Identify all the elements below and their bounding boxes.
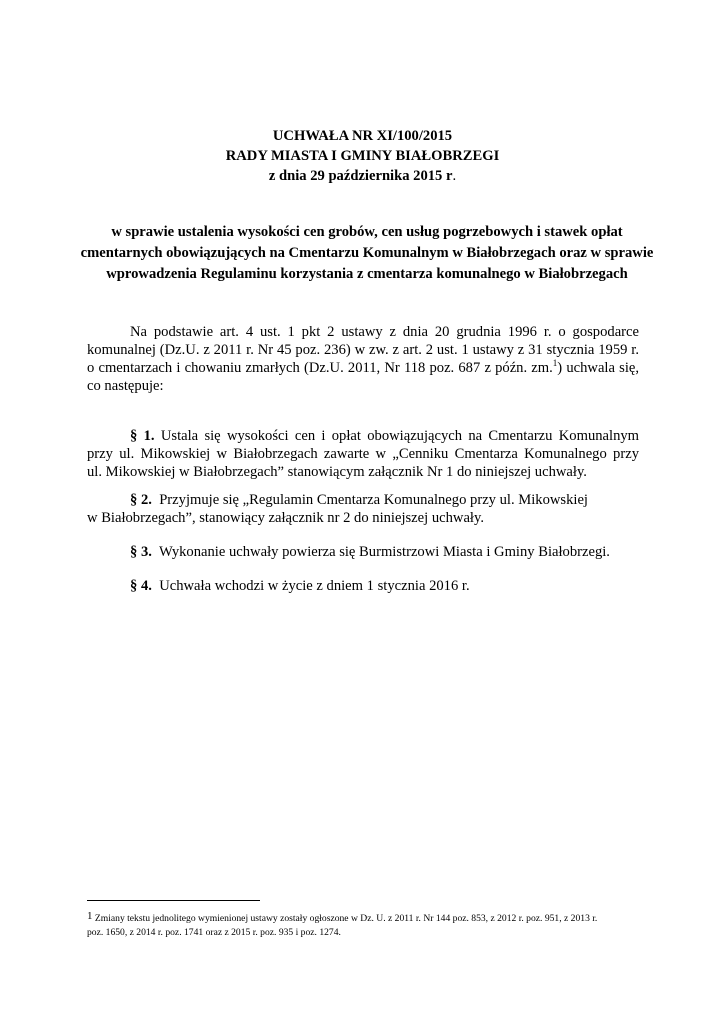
- preamble-text: ) uchwala się,: [557, 360, 639, 376]
- resolution-date-text: z dnia 29 października 2015 r: [268, 168, 453, 184]
- preamble-line: Na podstawie art. 4 ust. 1 pkt 2 ustawy z dnia 20 grudnia 1996 r. o gospodarce: [130, 324, 639, 340]
- footnote-line: poz. 1650, z 2014 r. poz. 1741 oraz z 2015 r. poz. 935 i poz. 1274.: [87, 927, 341, 938]
- section-number: § 2.: [130, 492, 152, 508]
- preamble-paragraph: [87, 323, 639, 395]
- footnote-line: [87, 909, 647, 926]
- resolution-date-period: .: [452, 168, 457, 184]
- footnote-separator: [87, 900, 260, 901]
- footnote-mark: 1: [87, 910, 93, 922]
- section-line: [87, 427, 639, 445]
- section-number: § 1.: [130, 428, 155, 444]
- section-text: Przyjmuje się „Regulamin Cmentarza Komunalnego przy ul. Mikowskiej: [159, 492, 588, 508]
- resolution-title: UCHWAŁA NR XI/100/2015: [272, 128, 453, 144]
- footnote-reference: 1: [552, 358, 558, 369]
- subject-line: wprowadzenia Regulaminu korzystania z cmentarza komunalnego w Białobrzegach: [106, 266, 628, 282]
- section-line: przy ul. Mikowskiej w Białobrzegach zawarte w „Cenniku Cmentarza Komunalnego przy: [87, 446, 639, 462]
- resolution-date: [0, 166, 725, 186]
- section-number: § 3.: [130, 544, 152, 560]
- section-line: [87, 577, 639, 595]
- preamble-text: o cmentarzach i chowaniu zmarłych (Dz.U. 2011, Nr 118 poz. 687 z późn. zm.: [87, 360, 553, 376]
- section-line: ul. Mikowskiej w Białobrzegach” stanowiącym załącznik Nr 1 do niniejszej uchwały.: [87, 464, 587, 480]
- section-text: Uchwała wchodzi w życie z dniem 1 stycznia 2016 r.: [159, 578, 470, 594]
- section-line: [87, 491, 639, 509]
- resolution-header: [0, 126, 725, 186]
- section-text: Wykonanie uchwały powierza się Burmistrzowi Miasta i Gminy Białobrzegi.: [158, 544, 610, 560]
- subject-line: cmentarnych obowiązujących na Cmentarzu Komunalnym w Białobrzegach oraz w sprawie: [80, 245, 654, 261]
- section-number: § 4.: [130, 578, 152, 594]
- council-name: RADY MIASTA I GMINY BIAŁOBRZEGI: [225, 148, 500, 164]
- preamble-line: co następuje:: [87, 378, 164, 394]
- section-3: [87, 543, 639, 561]
- preamble-line: [87, 359, 639, 377]
- footnote: [87, 909, 647, 940]
- section-line: [87, 543, 639, 561]
- footnote-text: Zmiany tekstu jednolitego wymienionej ustawy zostały ogłoszone w Dz. U. z 2011 r. Nr 144 poz. 853, z 2012 r. poz. 951, z 2013 r.: [92, 913, 598, 924]
- subject-line: w sprawie ustalenia wysokości cen grobów, cen usług pogrzebowych i stawek opłat: [111, 224, 623, 240]
- section-text: Ustala się wysokości cen i opłat obowiązujących na Cmentarzu Komunalnym: [160, 428, 640, 444]
- section-1: [87, 427, 639, 481]
- section-4: [87, 577, 639, 595]
- section-line: w Białobrzegach”, stanowiący załącznik nr 2 do niniejszej uchwały.: [87, 510, 484, 526]
- preamble-line: komunalnej (Dz.U. z 2011 r. Nr 45 poz. 236) w zw. z art. 2 ust. 1 ustawy z 31 stycznia 1959 r.: [87, 342, 639, 358]
- section-2: [87, 491, 639, 527]
- resolution-subject: [80, 222, 654, 285]
